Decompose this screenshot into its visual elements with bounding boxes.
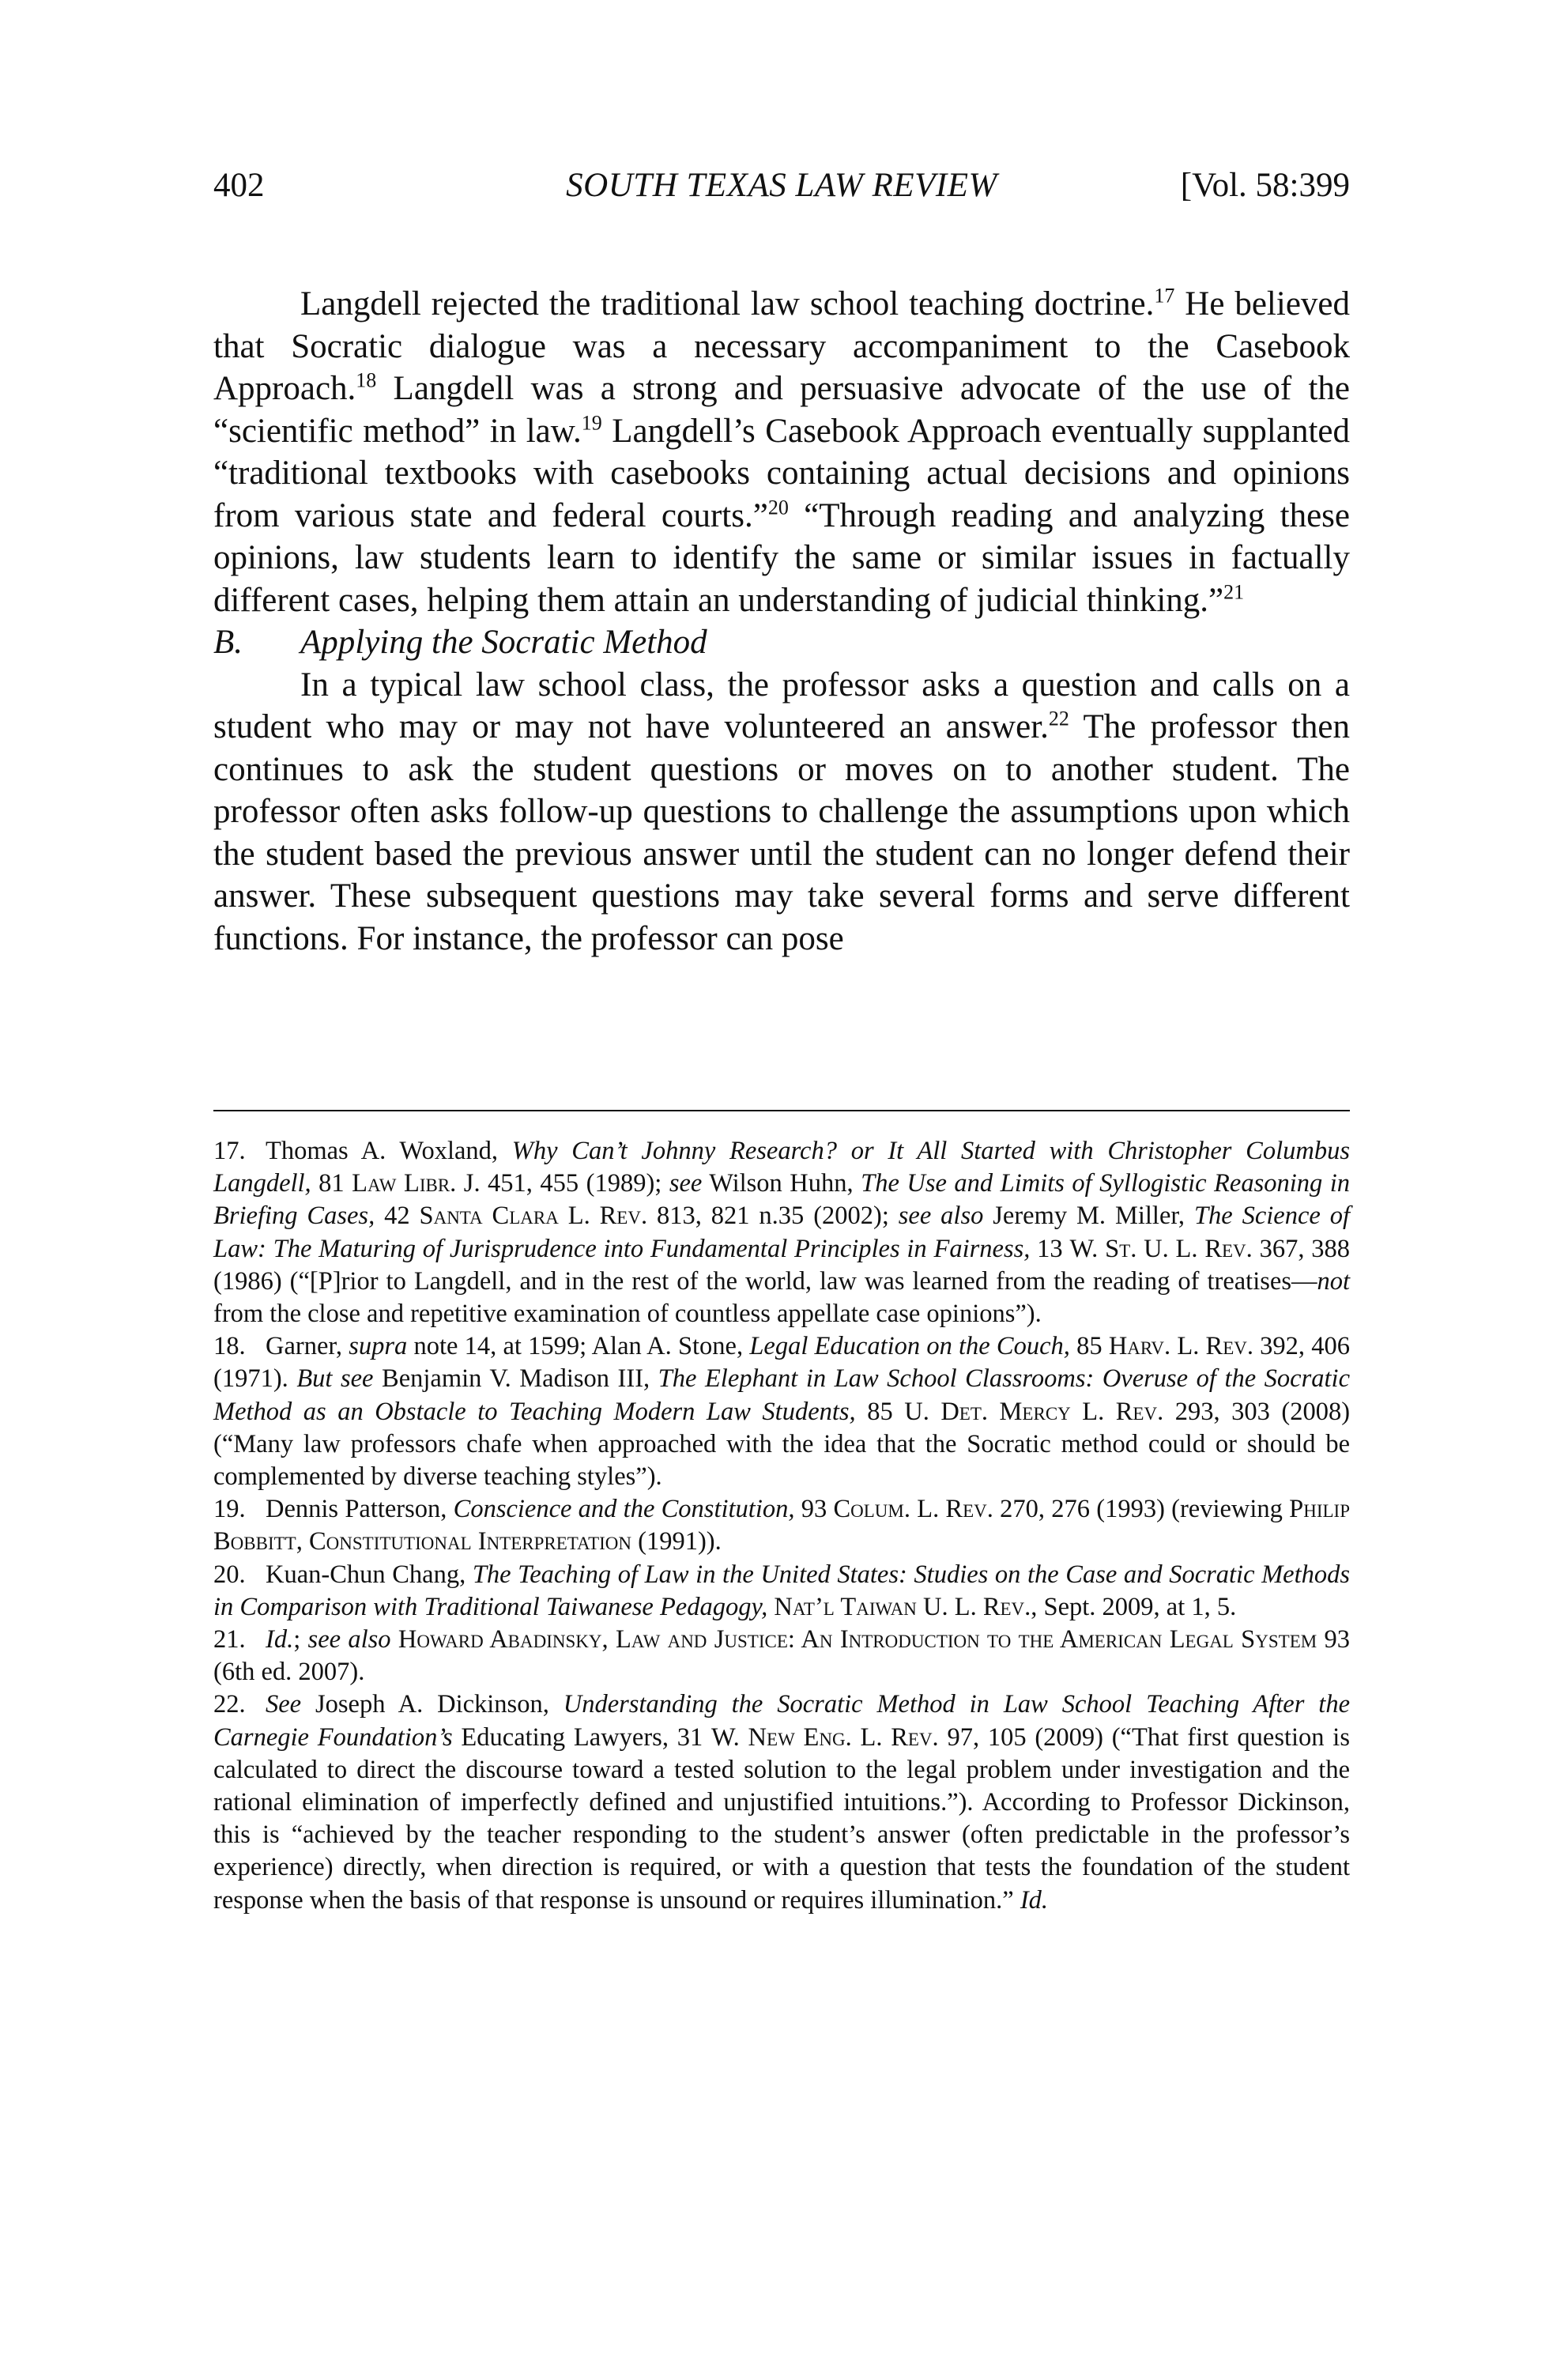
book-citation: Howard Abadinsky, Law and Justice: An Introduction to the American Legal System xyxy=(398,1625,1317,1654)
footnote-number: 18. xyxy=(213,1332,246,1361)
footnote-number: 19. xyxy=(213,1495,246,1524)
book-citation: Philip Bobbitt, Constitutional Interpretation xyxy=(213,1495,1351,1556)
text-run: Joseph A. Dickinson, xyxy=(301,1690,564,1719)
text-run: Garner, xyxy=(266,1332,349,1361)
reporter: Santa Clara L. Rev. xyxy=(419,1202,648,1231)
signal: Id. xyxy=(266,1625,294,1654)
text-run: 42 xyxy=(375,1202,420,1231)
footnote-ref[interactable]: 22 xyxy=(1048,707,1069,730)
footnote-ref[interactable]: 19 xyxy=(581,411,602,435)
text-run: 367, 388 (1986) (“[P]rior to Langdell, and in the rest of the world, law was learned from the reading of treatises— xyxy=(213,1234,1351,1296)
text-run: He believed that Socratic dialogue was a necessary accompaniment to the Casebook Approach. xyxy=(213,285,1350,407)
signal: see xyxy=(669,1169,703,1198)
text-run: The professor then continues to ask the student questions or moves on to another student. The professor often asks follow-up questions to challenge the assumptions upon which the student based the previous answer until the student can no longer defend their answer. These subsequent questions may take several forms and serve different functions. For instance, the professor can pose xyxy=(213,708,1350,957)
footnote-ref[interactable]: 17 xyxy=(1154,284,1175,307)
text-run: 93 xyxy=(794,1495,834,1524)
signal: see also xyxy=(898,1202,984,1231)
footnote-ref[interactable]: 20 xyxy=(767,496,789,519)
section-letter: B. xyxy=(213,624,243,661)
text-run: 93 (6th ed. 2007). xyxy=(213,1625,1351,1687)
text-run: J. 451, 455 (1989); xyxy=(456,1169,669,1198)
journal-title: SOUTH TEXAS LAW REVIEW xyxy=(566,167,997,204)
cited-title: The Elephant in Law School Classrooms: Overuse of the Socratic Method as an Obstacle to Teaching Modern Law Students, xyxy=(213,1364,1350,1426)
text-run: “Through reading and analyzing these opinions, law students learn to identify the same or similar issues in factually different cases, helping them attain an understanding of judicial thinking.” xyxy=(213,496,1350,619)
text-run: Dennis Patterson, xyxy=(266,1495,454,1524)
text-run: Educating Lawyers, 31 xyxy=(452,1722,711,1752)
volume-citation: [Vol. 58:399 xyxy=(1180,167,1350,204)
text-run: 13 xyxy=(1030,1234,1070,1263)
reporter: Law Libr. xyxy=(352,1169,457,1198)
cited-title: The Science of Law: The Maturing of Jurisprudence into Fundamental Principles in Fairness, xyxy=(213,1202,1351,1263)
footnote-19 xyxy=(213,1493,1350,1558)
footnote-ref[interactable]: 18 xyxy=(356,368,377,392)
text-run: Langdell’s Casebook Approach eventually supplanted “traditional textbooks with casebooks containing actual decisions and opinions from various state and federal courts.” xyxy=(213,412,1350,534)
text-run: Langdell was a strong and persuasive advocate of the use of the “scientific method” in law. xyxy=(213,370,1350,450)
footnote-number: 21. xyxy=(213,1625,246,1654)
text-run: 813, 821 n.35 (2002); xyxy=(647,1202,899,1231)
text-run: from the close and repetitive examination of countless appellate case opinions”). xyxy=(213,1300,1042,1329)
cited-title: Conscience and the Constitution, xyxy=(453,1495,795,1524)
footnote-20 xyxy=(213,1559,1350,1624)
text-run xyxy=(391,1625,398,1654)
reporter: Harv. L. Rev. xyxy=(1108,1332,1253,1361)
text-run: In a typical law school class, the professor asks a question and calls on a student who may or may not have volunteered an answer. xyxy=(213,666,1350,745)
text-run: 97, 105 (2009) (“That first question is calculated to direct the discourse toward a tested solution to the legal problem under investigation and the rational elimination of imperfectly defined and unjustified intuitions.”). According to Professor Dickinson, this is “achieved by the teacher responding to the student’s answer (often predictable in the professor’s experience) directly, when direction is required, or with a question that tests the foundation of the student response when the basis of that response is unsound or requires illumination.” xyxy=(213,1722,1350,1915)
footnote-18 xyxy=(213,1330,1350,1493)
cited-title: Understanding the Socratic Method in Law School Teaching After the Carnegie Foundation’s xyxy=(213,1690,1350,1752)
section-heading xyxy=(213,621,1350,664)
reporter: Nat’l Taiwan U. L. Rev. xyxy=(774,1592,1031,1621)
cited-title: Legal Education on the Couch, xyxy=(749,1332,1070,1361)
signal: See xyxy=(266,1690,302,1719)
reporter: W. St. U. L. Rev. xyxy=(1069,1234,1253,1263)
signal: But see xyxy=(296,1364,374,1394)
reporter: W. New Eng. L. Rev. xyxy=(710,1722,939,1752)
text-run: 85 xyxy=(1069,1332,1109,1361)
text-run: Jeremy M. Miller, xyxy=(983,1202,1194,1231)
body-paragraph xyxy=(213,664,1350,960)
reporter: Colum. L. Rev. xyxy=(833,1495,993,1524)
text-run: 392, 406 (1971). xyxy=(213,1332,1351,1394)
cited-title: The Teaching of Law in the United States: Studies on the Case and Socratic Methods in Comparison with Traditional Taiwanese Pedagogy, xyxy=(213,1560,1351,1621)
text-run: 81 xyxy=(311,1169,352,1198)
text-run: Langdell rejected the traditional law school teaching doctrine. xyxy=(300,285,1155,323)
footnote-number: 22. xyxy=(213,1690,246,1719)
text-run: Thomas A. Woxland, xyxy=(266,1137,512,1165)
footnote-number: 17. xyxy=(213,1137,246,1165)
text-run: 270, 276 (1993) (reviewing xyxy=(993,1495,1290,1524)
running-header xyxy=(213,166,1350,213)
text-run: 293, 303 (2008) (“Many law professors chafe when approached with the idea that the Socratic method could or should be complemented by diverse teaching styles”). xyxy=(213,1397,1351,1492)
cited-title: Why Can’t Johnny Research? or It All Started with Christopher Columbus Langdell, xyxy=(213,1137,1350,1198)
text-run: Wilson Huhn, xyxy=(702,1169,861,1198)
footnote-ref[interactable]: 21 xyxy=(1223,580,1245,604)
footnote-number: 20. xyxy=(213,1560,246,1589)
text-run: note 14, at 1599; Alan A. Stone, xyxy=(407,1332,750,1361)
footnotes xyxy=(213,1135,1350,1917)
footnote-21 xyxy=(213,1624,1350,1688)
footnote-22 xyxy=(213,1688,1350,1916)
text-run: ; xyxy=(293,1625,308,1654)
signal: supra xyxy=(349,1332,408,1361)
cited-title: The Use and Limits of Syllogistic Reasoning in Briefing Cases, xyxy=(213,1169,1351,1231)
text-run: Kuan-Chun Chang, xyxy=(266,1560,473,1589)
signal: see also xyxy=(307,1625,391,1654)
footnote-17 xyxy=(213,1135,1350,1330)
text-run: (1991)). xyxy=(631,1527,722,1556)
reporter: U. Det. Mercy L. Rev. xyxy=(904,1397,1164,1426)
main-text xyxy=(213,283,1350,960)
footnote-divider xyxy=(213,1110,1350,1111)
text-run: 85 xyxy=(855,1397,905,1426)
page-number: 402 xyxy=(213,167,265,204)
body-paragraph xyxy=(213,283,1350,621)
signal: Id. xyxy=(1020,1885,1049,1915)
text-run: Benjamin V. Madison III, xyxy=(373,1364,658,1394)
section-title: Applying the Socratic Method xyxy=(300,624,707,661)
text-run: , Sept. 2009, at 1, 5. xyxy=(1031,1592,1237,1621)
emphasis: not xyxy=(1317,1266,1350,1296)
